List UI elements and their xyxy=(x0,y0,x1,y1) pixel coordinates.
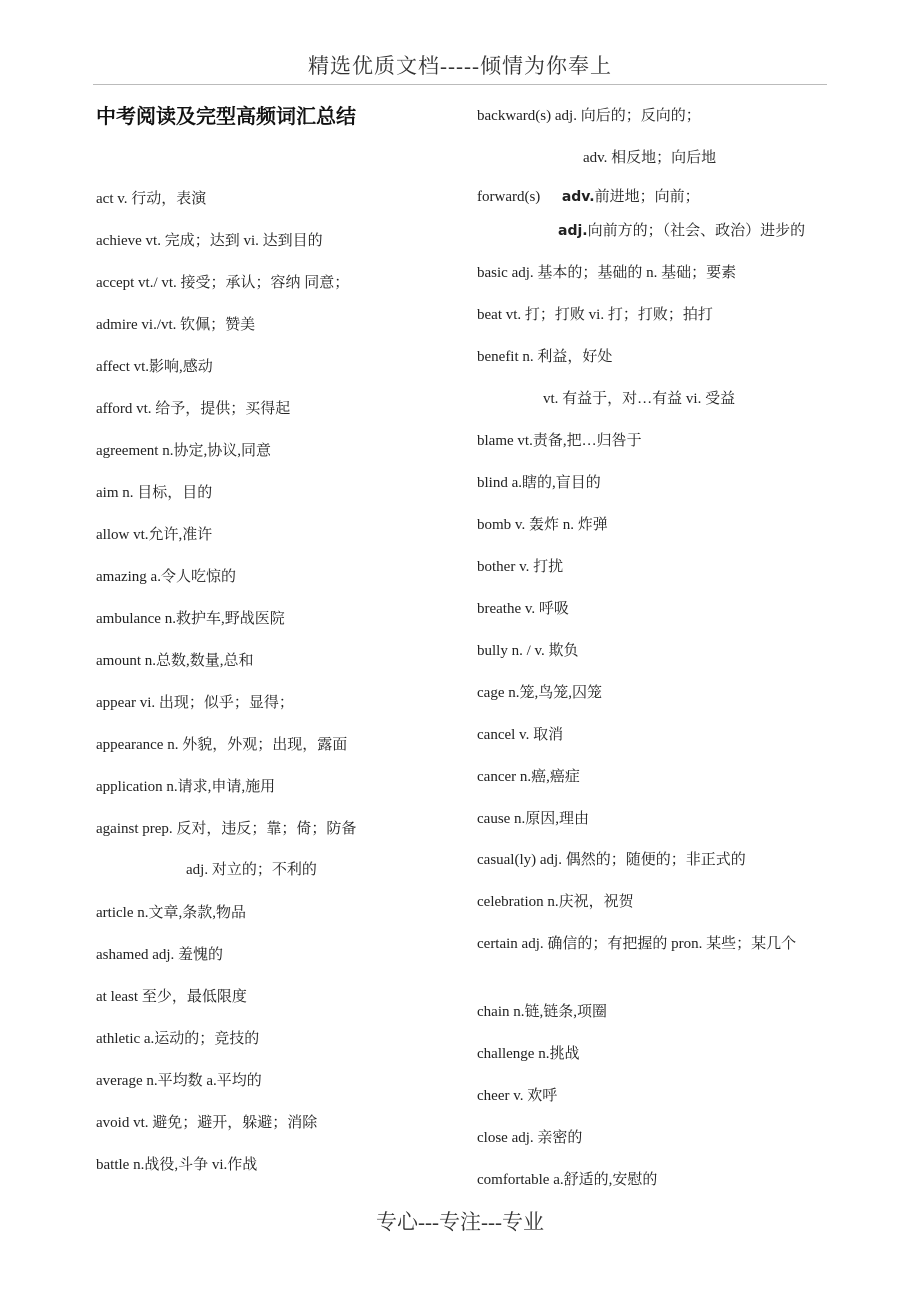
vocab-entry-bully: bully n. / v. 欺负 xyxy=(477,643,579,659)
vocab-entry-allow: allow vt.允许,准许 xyxy=(96,527,213,543)
vocab-entry-appearance: appearance n. 外貌，外观；出现，露面 xyxy=(96,737,348,753)
vocab-entry-act: act v. 行动，表演 xyxy=(96,191,207,207)
vocab-entry-achieve: achieve vt. 完成；达到 vi. 达到目的 xyxy=(96,233,323,249)
vocab-word-forward: forward(s) xyxy=(477,189,541,205)
vocab-entry-bother: bother v. 打扰 xyxy=(477,559,564,575)
vocab-entry-cancer: cancer n.癌,癌症 xyxy=(477,769,580,785)
vocab-entry-average: average n.平均数 a.平均的 xyxy=(96,1073,262,1089)
vocab-entry-cage: cage n.笼,鸟笼,囚笼 xyxy=(477,685,602,701)
vocab-entry-benefit: benefit n. 利益，好处 xyxy=(477,349,613,365)
vocab-entry-ambulance: ambulance n.救护车,野战医院 xyxy=(96,611,285,627)
vocab-entry-at-least: at least 至少，最低限度 xyxy=(96,989,247,1005)
vocab-entry-admire: admire vi./vt. 钦佩；赞美 xyxy=(96,317,256,333)
vocab-entry-basic: basic adj. 基本的；基础的 n. 基础；要素 xyxy=(477,265,737,281)
vocab-entry-certain: certain adj. 确信的；有把握的 pron. 某些；某几个 xyxy=(477,936,797,952)
vocab-entry-cheer: cheer v. 欢呼 xyxy=(477,1088,558,1104)
vocab-def-forward-adv: 前进地；向前； xyxy=(594,189,700,205)
vocab-entry-ashamed: ashamed adj. 羞愧的 xyxy=(96,947,224,963)
vocab-entry-cause: cause n.原因,理由 xyxy=(477,811,590,827)
vocab-entry-beat: beat vt. 打；打败 vi. 打；打败；拍打 xyxy=(477,307,713,323)
vocab-entry-challenge: challenge n.挑战 xyxy=(477,1046,580,1062)
pos-adj-label: adj. xyxy=(558,223,588,239)
vocab-entry-appear: appear vi. 出现；似乎；显得； xyxy=(96,695,294,711)
vocab-entry-comfortable: comfortable a.舒适的,安慰的 xyxy=(477,1172,658,1188)
vocab-entry-celebration: celebration n.庆祝，祝贺 xyxy=(477,894,634,910)
vocab-entry-benefit-vt: vt. 有益于，对…有益 vi. 受益 xyxy=(543,391,736,407)
vocab-entry-against: against prep. 反对，违反；靠；倚；防备 xyxy=(96,821,357,837)
vocab-entry-aim: aim n. 目标，目的 xyxy=(96,485,213,501)
vocab-entry-afford: afford vt. 给予，提供；买得起 xyxy=(96,401,291,417)
header-divider xyxy=(93,84,827,85)
page-footer: 专心---专注---专业 xyxy=(376,1210,544,1234)
vocab-def-forward-adj: 向前方的；（社会、政治）进步的 xyxy=(587,223,806,239)
vocab-entry-backward: backward(s) adj. 向后的；反向的； xyxy=(477,108,701,124)
vocab-entry-agreement: agreement n.协定,协议,同意 xyxy=(96,443,271,459)
vocab-entry-amazing: amazing a.令人吃惊的 xyxy=(96,569,236,585)
vocab-entry-forward-adj xyxy=(558,219,805,243)
vocab-entry-article: article n.文章,条款,物品 xyxy=(96,905,246,921)
vocab-entry-avoid: avoid vt. 避免；避开，躲避；消除 xyxy=(96,1115,318,1131)
vocab-entry-affect: affect vt.影响,感动 xyxy=(96,359,213,375)
vocab-entry-casual: casual(ly) adj. 偶然的；随便的；非正式的 xyxy=(477,852,746,868)
vocab-entry-cancel: cancel v. 取消 xyxy=(477,727,564,743)
vocab-entry-chain: chain n.链,链条,项圈 xyxy=(477,1004,607,1020)
vocab-entry-athletic: athletic a.运动的；竞技的 xyxy=(96,1031,260,1047)
vocab-entry-application: application n.请求,申请,施用 xyxy=(96,779,276,795)
vocab-entry-battle: battle n.战役,斗争 vi.作战 xyxy=(96,1157,258,1173)
vocab-entry-blind: blind a.瞎的,盲目的 xyxy=(477,475,601,491)
pos-adv-label: adv. xyxy=(561,189,595,205)
document-title: 中考阅读及完型高频词汇总结 xyxy=(96,104,356,128)
vocab-entry-blame: blame vt.责备,把…归咎于 xyxy=(477,433,642,449)
vocab-entry-accept: accept vt./ vt. 接受；承认；容纳 同意； xyxy=(96,275,350,291)
vocab-entry-breathe: breathe v. 呼吸 xyxy=(477,601,569,617)
vocab-entry-against-adj: adj. 对立的；不利的 xyxy=(186,862,317,878)
page-header: 精选优质文档-----倾情为你奉上 xyxy=(308,54,612,78)
vocab-entry-bomb: bomb v. 轰炸 n. 炸弹 xyxy=(477,517,608,533)
vocab-entry-forward xyxy=(477,185,700,209)
vocab-entry-amount: amount n.总数,数量,总和 xyxy=(96,653,254,669)
vocab-entry-close: close adj. 亲密的 xyxy=(477,1130,583,1146)
vocab-entry-backward-adv: adv. 相反地；向后地 xyxy=(583,150,717,166)
